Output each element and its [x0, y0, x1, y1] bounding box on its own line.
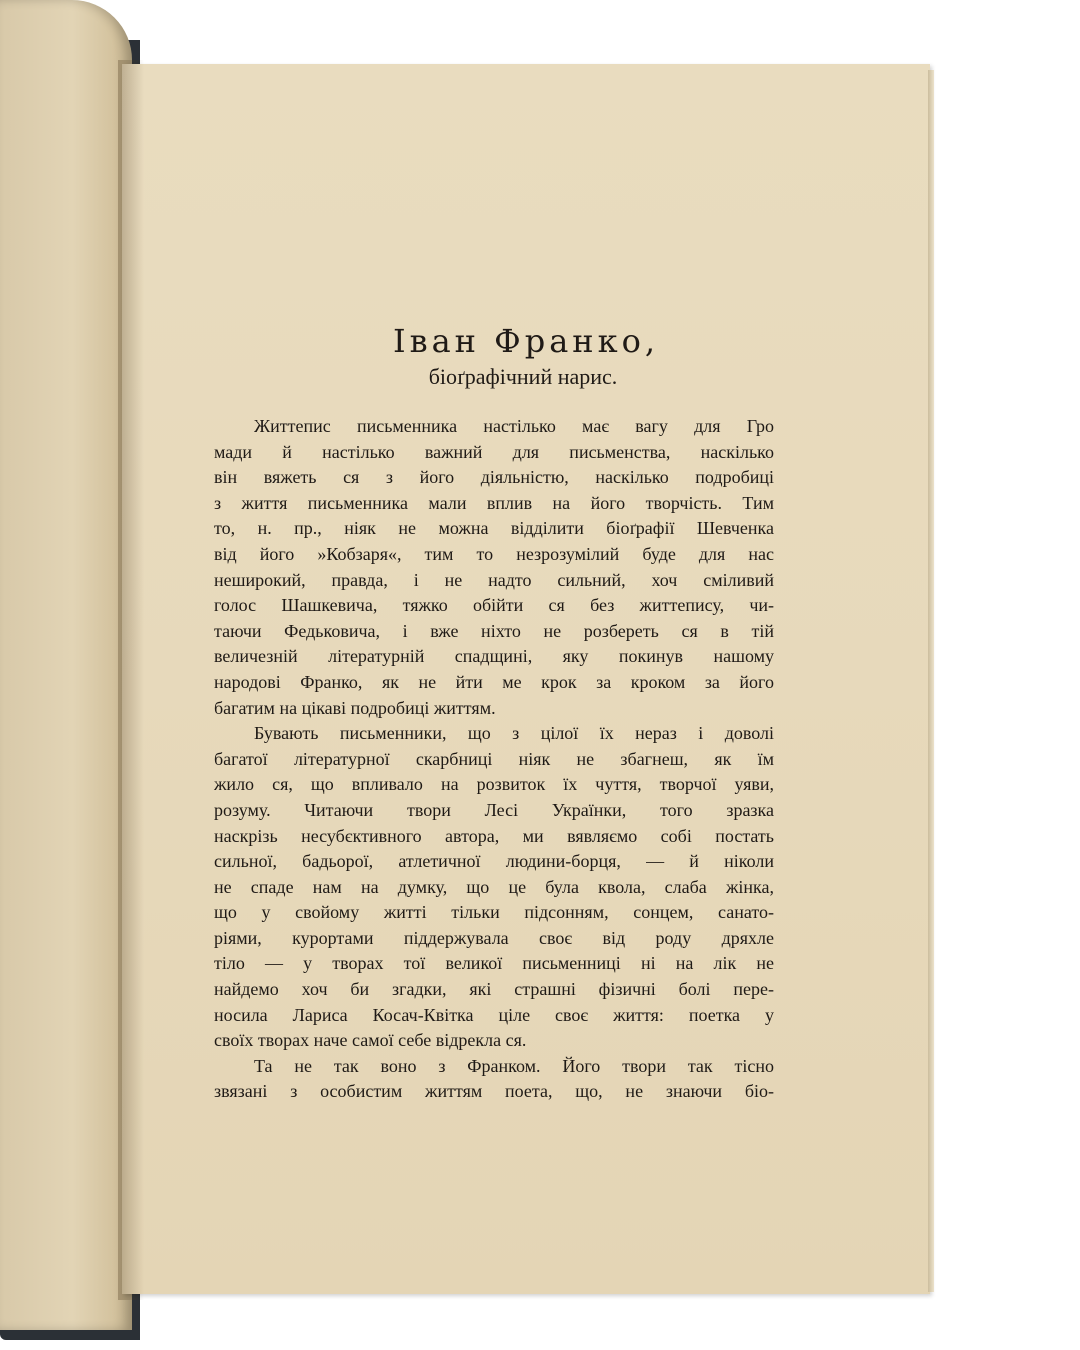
text-line: наскрізь несубєктивного автора, ми вявляємо собі постать	[214, 825, 774, 846]
text-line: ріями, курортами піддержувала своє від роду дряхле	[214, 927, 774, 948]
text-line: мади й настілько важний для письменства, наскілько	[214, 441, 774, 462]
text-line: розуму. Читаючи твори Лесі Українки, того зразка	[214, 799, 774, 820]
text-line: своїх творах наче самої себе відрекла ся.	[214, 1030, 527, 1051]
text-line: таючи Федьковича, і вже ніхто не розбереть ся в тій	[214, 620, 774, 641]
paragraph-2	[214, 721, 774, 1054]
text-line: звязані з особистим життям поета, що, не знаючи біо-	[214, 1081, 774, 1102]
page-subtitle: біоґрафічний нарис.	[428, 364, 618, 389]
page-edge	[928, 70, 934, 1292]
text-line: величезній літературній спадщині, яку покинув нашому	[214, 646, 774, 667]
text-line: тіло — у творах тої великої письменниці ні на лік не	[214, 953, 774, 974]
text-line: багатим на цікаві подробиці життям.	[214, 697, 496, 718]
text-line: народові Франко, як не йти ме крок за кроком за його	[214, 671, 774, 692]
text-line: найдемо хоч би згадки, які страшні фізичні болі пере-	[214, 979, 774, 1000]
page-title: Іван Франко,	[392, 322, 660, 360]
gutter-shadow	[118, 60, 144, 1300]
text-line: він вяжеть ся з його діяльністю, наскілько подробиці	[214, 467, 774, 488]
text-line: Бувають письменники, що з цілої їх нераз і доволі	[254, 723, 774, 744]
text-line: неширокий, правда, і не надто сильний, хоч сміливий	[214, 569, 774, 590]
text-line: Та не так воно з Франком. Його твори так тісно	[254, 1055, 774, 1076]
paragraph-1	[214, 414, 774, 721]
left-page	[0, 0, 132, 1330]
page-content	[214, 322, 774, 1105]
paragraph-3	[214, 1054, 774, 1105]
text-line: голос Шашкевича, тяжко обійти ся без життепису, чи-	[214, 595, 774, 616]
text-line: від його »Кобзаря«, тим то незрозумілий буде для нас	[214, 543, 774, 564]
text-line: що у свойому житті тільки підсонням, сонцем, санато-	[214, 902, 774, 923]
text-line: багатої літературної скарбниці ніяк не збагнеш, як їм	[214, 748, 774, 769]
text-line: з життя письменника мали вплив на його творчість. Тим	[214, 492, 774, 513]
text-line: носила Лариса Косач-Квітка ціле своє життя: поетка у	[214, 1004, 774, 1025]
text-line: жило ся, що впливало на розвиток їх чуття, творчої уяви,	[214, 774, 774, 795]
text-line: сильної, бадьорої, атлетичної людини-борця, — й ніколи	[214, 851, 774, 872]
text-line: Життепис письменника настілько має вагу для Гро	[254, 416, 774, 436]
text-line: не спаде нам на думку, що це була квола, слаба жінка,	[214, 876, 774, 897]
text-line: то, н. пр., ніяк не можна відділити біоґрафії Шевченка	[214, 518, 774, 539]
